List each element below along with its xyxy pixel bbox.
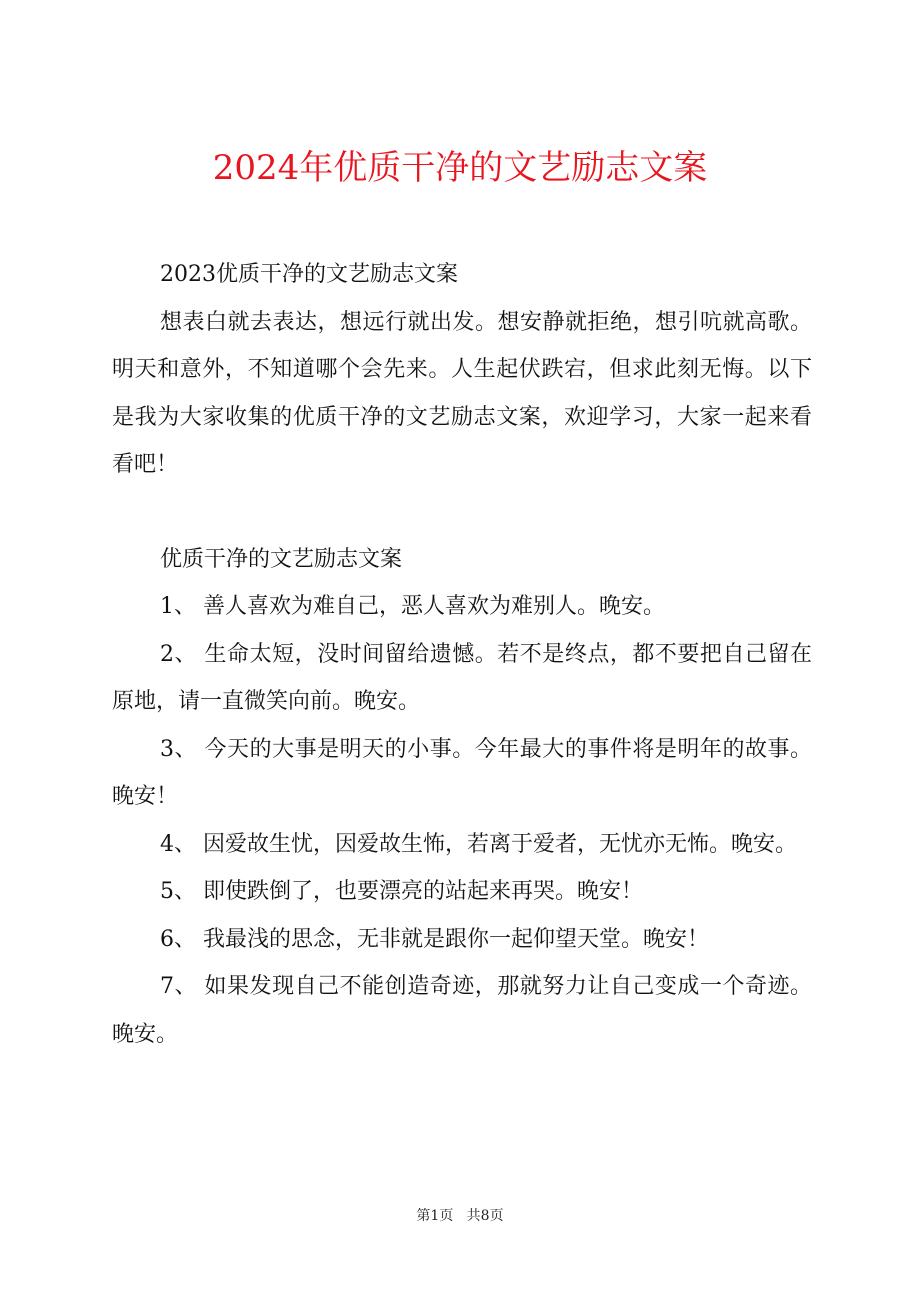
document-title: 2024年优质干净的文艺励志文案 [212, 148, 708, 188]
list-item: 5、 即使跌倒了，也要漂亮的站起来再哭。晚安！ [160, 879, 643, 904]
list-item: 1、 善人喜欢为难自己，恶人喜欢为难别人。晚安。 [160, 594, 665, 619]
list-item: 3、 今天的大事是明天的小事。今年最大的事件将是明年的故事。晚安！ [112, 736, 812, 809]
page-indicator: 第1页 共8页 [416, 1208, 504, 1224]
intro-paragraph: 想表白就去表达，想远行就出发。想安静就拒绝，想引吭就高歌。明天和意外，不知道哪个会先来。人生起伏跌宕，但求此刻无悔。以下是我为大家收集的优质干净的文艺励志文案，欢迎学习，大家一起来看看吧！ [112, 309, 812, 477]
document-body [112, 251, 812, 1058]
list-item: 7、 如果发现自己不能创造奇迹，那就努力让自己变成一个奇迹。晚安。 [112, 974, 812, 1047]
list-item: 2、 生命太短，没时间留给遗憾。若不是终点，都不要把自己留在原地，请一直微笑向前。晚安。 [112, 641, 812, 714]
list-item: 4、 因爱故生忧，因爱故生怖，若离于爱者，无忧亦无怖。晚安。 [160, 831, 797, 857]
section-heading: 优质干净的文艺励志文案 [160, 546, 403, 572]
list-item: 6、 我最浅的思念，无非就是跟你一起仰望天堂。晚安！ [160, 926, 709, 952]
page-footer [0, 1206, 920, 1226]
intro-heading: 2023优质干净的文艺励志文案 [160, 262, 458, 287]
